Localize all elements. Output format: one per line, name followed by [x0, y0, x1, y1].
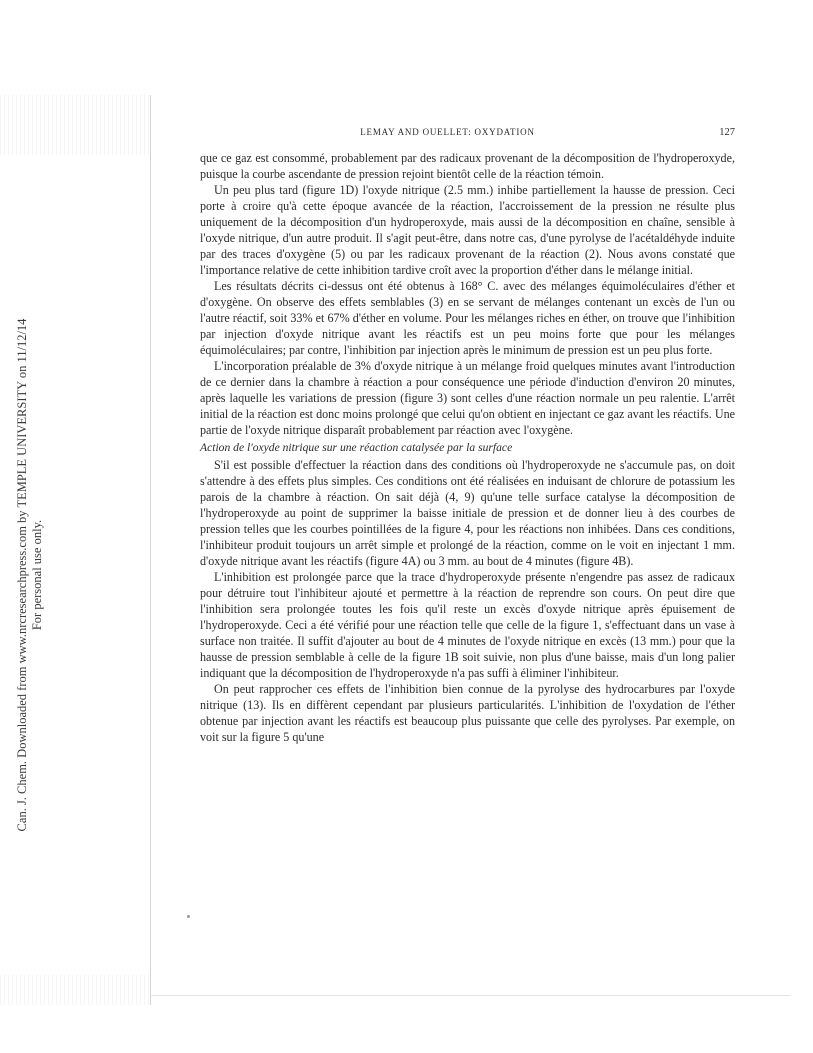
paragraph: que ce gaz est consommé, probablement par des radicaux provenant de la décomposition de l'hydroperoxyde, puisque la courbe ascendante de pression rejoint bientôt celle de la réaction témoin.: [200, 151, 735, 181]
page-bottom-edge: [150, 995, 790, 996]
paragraph: Les résultats décrits ci-dessus ont été obtenus à 168° C. avec des mélanges équimoléculaires d'éther et d'oxygène. On observe des effets semblables (3) en se servant de mélanges contenant un excès de l'un ou l'autre réactif, soit 33% et 67% d'éther en volume. Pour les mélanges riches en éther, on trouve que l'inhibition par injection d'oxyde nitrique avant les réactifs est un peu moins forte que pour les mélanges équimoléculaires; par contre, l'inhibition par injection après le minimum de pression est un peu plus forte.: [200, 279, 735, 357]
paragraph: On peut rapprocher ces effets de l'inhibition bien connue de la pyrolyse des hydrocarbures par l'oxyde nitrique (13). Ils en diffèrent cependant par plusieurs particularités. L'inhibition de l'oxydation de l'éther obtenue par injection avant les réactifs est beaucoup plus puissante que celle des pyrolyses. Par exemple, on voit sur la figure 5 qu'une: [200, 682, 735, 744]
article-body: [200, 150, 735, 745]
running-header: [200, 127, 735, 143]
scan-artifact-top: [0, 95, 150, 155]
watermark-line-1: Can. J. Chem. Downloaded from www.nrcresearchpress.com by TEMPLE UNIVERSITY on 11/12/14: [15, 318, 29, 832]
scan-artifact-bottom: [0, 975, 150, 1005]
paragraph: L'inhibition est prolongée parce que la trace d'hydroperoxyde présente n'engendre pas assez de radicaux pour détruire tout l'inhibiteur ajouté et permettre à la réaction de reprendre son cours. On peut dire que l'inhibition sera prolongée toutes les fois qu'il reste un excès d'oxyde nitrique après épuisement de l'hydroperoxyde. Ceci a été vérifié pour une réaction telle que celle de la figure 1, s'effectuant dans un vase à surface non traitée. Il suffit d'ajouter au bout de 4 minutes de l'oxyde nitrique en excès (13 mm.) pour que la hausse de pression semblable à celle de la figure 1B soit suivie, non plus d'une baisse, mais d'un long palier indiquant que la décomposition de l'hydroperoxyde n'a pas suffi à éliminer l'inhibiteur.: [200, 570, 735, 680]
margin-mark: [187, 915, 190, 918]
paragraph: S'il est possible d'effectuer la réaction dans des conditions où l'hydroperoxyde ne s'accumule pas, on doit s'attendre à des effets plus simples. Ces conditions ont été réalisées en induisant de chlorure de potassium les parois de la chambre à réaction. On sait déjà (4, 9) qu'une telle surface catalyse la décomposition de l'hydroperoxyde au point de supprimer la baisse initiale de pression et de donner lieu à des courbes de pression telles que les courbes pointillées de la figure 4, pour les réactions non inhibées. Dans ces conditions, l'inhibiteur produit toujours un arrêt simple et prolongé de la réaction, comme on le voit en injectant 1 mm. d'oxyde nitrique avant les réactifs (figure 4A) ou 3 mm. au bout de 4 minutes (figure 4B).: [200, 458, 735, 568]
watermark-line-2: For personal use only.: [30, 519, 44, 631]
paragraph: Un peu plus tard (figure 1D) l'oxyde nitrique (2.5 mm.) inhibe partiellement la hausse de pression. Ceci porte à croire qu'à cette époque avancée de la réaction, l'accroissement de la pression ne résulte plus uniquement de la décomposition d'un hydroperoxyde, mais aussi de la décomposition en chaîne, sensible à l'oxyde nitrique, d'un autre produit. Il s'agit peut-être, dans notre cas, d'une pyrolyse de l'acétaldéhyde induite par des traces d'oxygène (5) ou par les radicaux provenant de la réaction (2). Nous avons constaté que l'importance relative de cette inhibition tardive croît avec la proportion d'éther dans le mélange initial.: [200, 183, 735, 277]
section-heading: Action de l'oxyde nitrique sur une réaction catalysée par la surface: [200, 441, 513, 454]
page-number: 127: [719, 127, 735, 138]
page-binding-edge: [150, 95, 151, 1005]
download-watermark: [15, 225, 45, 925]
running-title: LEMAY AND OUELLET: OXYDATION: [360, 127, 535, 137]
paragraph: L'incorporation préalable de 3% d'oxyde nitrique à un mélange froid quelques minutes avant l'introduction de ce dernier dans la chambre à réaction a pour conséquence une période d'induction d'environ 20 minutes, après laquelle les variations de pression (figure 3) sont celles d'une réaction normale un peu ralentie. L'arrêt initial de la réaction est donc moins prolongé que celui qu'on obtient en injectant ce gaz avant les réactifs. Une partie de l'oxyde nitrique disparaît probablement par réaction avec l'oxygène.: [200, 359, 735, 437]
